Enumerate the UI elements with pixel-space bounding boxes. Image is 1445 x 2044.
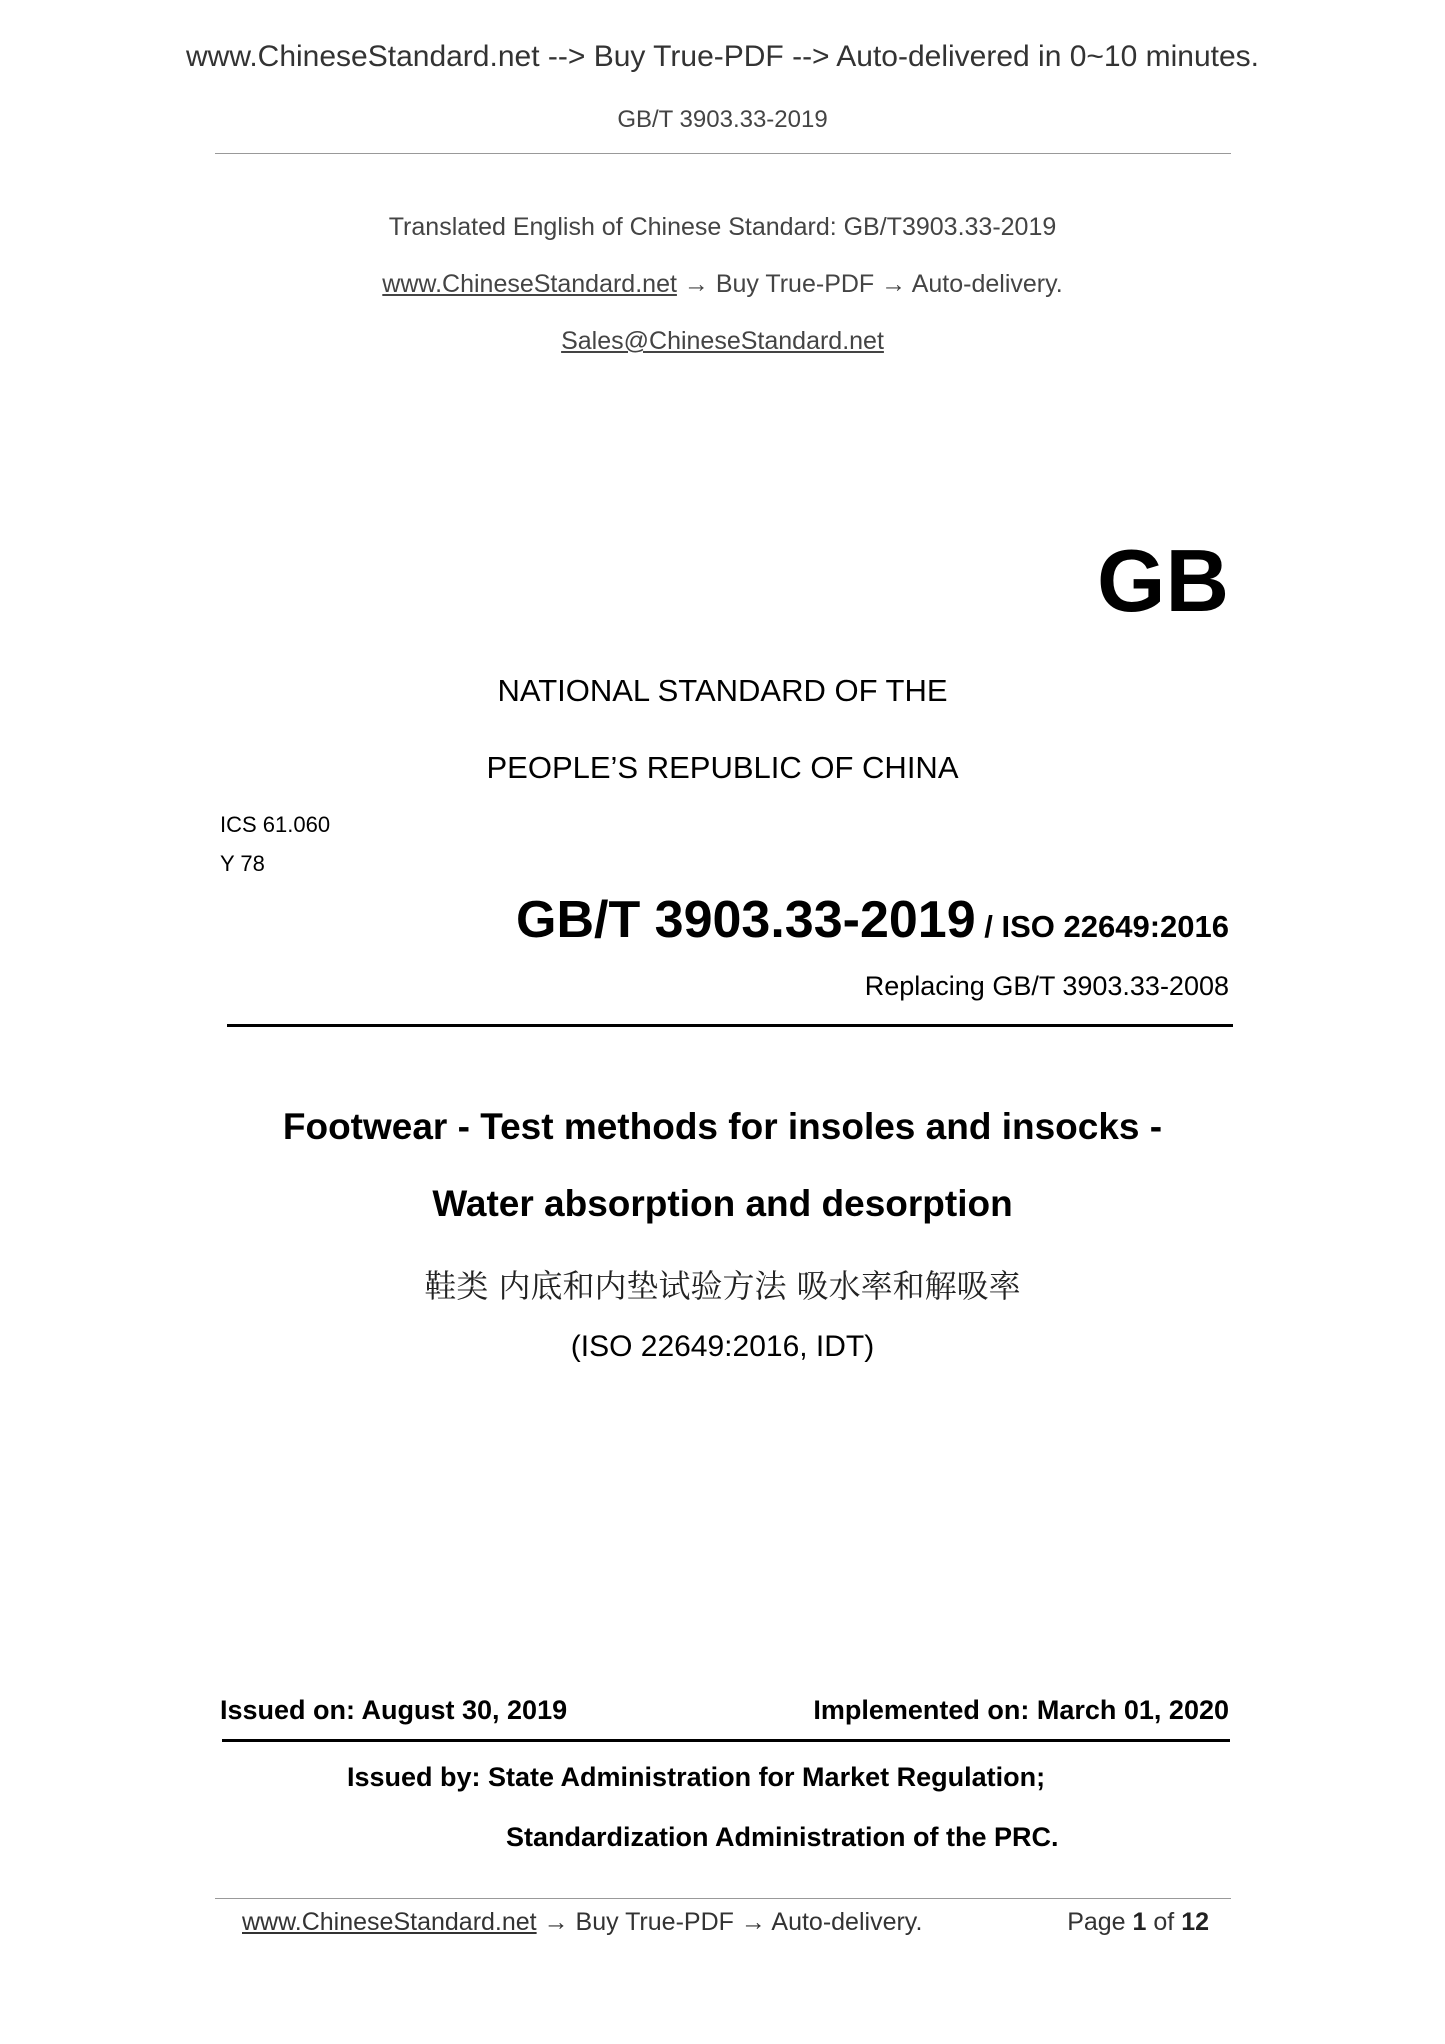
national-standard-line2: PEOPLE’S REPUBLIC OF CHINA: [486, 750, 959, 785]
sales-email-link[interactable]: Sales@ChineseStandard.net: [561, 327, 884, 355]
page-of: of: [1146, 1908, 1182, 1936]
title-english-line2: Water absorption and desorption: [432, 1183, 1013, 1224]
gb-mark: GB: [1097, 531, 1229, 630]
implemented-on-date: Implemented on: March 01, 2020: [813, 1695, 1229, 1725]
standard-number-main: GB/T 3903.33-2019: [516, 891, 976, 949]
sales-line: [0, 327, 1445, 356]
chinesestandard-link[interactable]: www.ChineseStandard.net: [382, 270, 677, 298]
header-divider: [215, 153, 1231, 154]
standard-number: [516, 890, 1229, 950]
page-total: 12: [1181, 1908, 1209, 1936]
promo-text: → Buy True-PDF → Auto-delivery.: [676, 270, 1063, 298]
issued-on-date: Issued on: August 30, 2019: [220, 1695, 568, 1725]
translated-notice: Translated English of Chinese Standard: GB/T3903.33-2019: [388, 213, 1057, 241]
top-banner: www.ChineseStandard.net --> Buy True-PDF --> Auto-delivered in 0~10 minutes.: [185, 40, 1260, 73]
national-standard-line1: NATIONAL STANDARD OF THE: [497, 673, 948, 708]
ccs-code: Y 78: [220, 851, 265, 876]
footer-promo: [242, 1908, 922, 1937]
title-divider: [227, 1024, 1233, 1027]
header-standard-code: GB/T 3903.33-2019: [617, 106, 828, 133]
issued-by-line1: Issued by: State Administration for Market Regulation;: [347, 1762, 1046, 1792]
title-english-line1: Footwear - Test methods for insoles and insocks -: [282, 1106, 1163, 1147]
page-label: Page: [1067, 1908, 1133, 1936]
standard-number-iso: ISO 22649:2016: [1001, 909, 1229, 944]
footer-promo-text: → Buy True-PDF → Auto-delivery.: [536, 1908, 923, 1936]
standard-number-separator: /: [975, 909, 1002, 944]
replacing-line: Replacing GB/T 3903.33-2008: [864, 971, 1229, 1001]
iso-idt-note: (ISO 22649:2016, IDT): [570, 1330, 875, 1363]
footer-divider: [215, 1898, 1231, 1899]
dates-divider: [222, 1739, 1230, 1742]
title-chinese: 鞋类 内底和内垫试验方法 吸水率和解吸率: [424, 1267, 1021, 1305]
issued-by-line2: Standardization Administration of the PRC.: [506, 1822, 1059, 1852]
ics-code: ICS 61.060: [220, 812, 331, 837]
page-current: 1: [1132, 1908, 1147, 1936]
promo-line: [0, 270, 1445, 299]
page-indicator: [1067, 1908, 1209, 1937]
footer-chinesestandard-link[interactable]: www.ChineseStandard.net: [242, 1908, 537, 1936]
